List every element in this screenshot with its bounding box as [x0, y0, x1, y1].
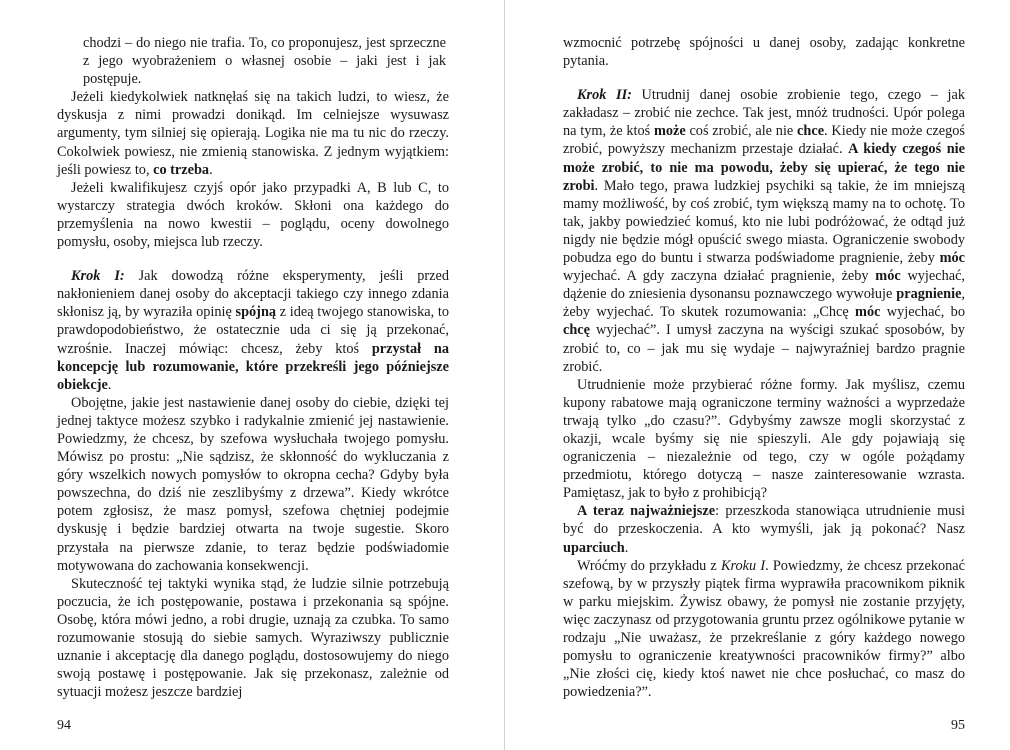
- right-page-text: [563, 34, 965, 701]
- paragraph: Obojętne, jakie jest nastawienie danej osoby do ciebie, dzięki tej jednej taktyce możesz szybko i radykalnie zmienić jej nastawienie. Powiedzmy, że chcesz, by szefowa wysłuchała twojego pomysłu. Mówisz po prostu: „Nie sądzisz, że skłonność do wykluczania z góry wszelkich nowych pomysłów to okropna cecha? Gdyby była powszechna, do dziś nie zeszlibyśmy z drzewa”. Kiedy wkrótce potem zgłosisz, że masz pomysł, szefowa chętniej podejmie dyskusję i będzie bardziej otwarta na twoje sugestie. Skoro przystała na pierwsze zdanie, to teraz będzie podświadomie motywowana do zachowania konsekwencji.: [57, 394, 449, 574]
- paragraph-krok-2: Krok II: Utrudnij danej osobie zrobienie tego, czego – jak zakładasz – zrobić nie zechce. Tak jest, mnóż trudności. Upór polega na tym, że ktoś może coś zrobić, ale nie chce. Kiedy nie może czegoś zrobić, powyższy mechanizm przestaje działać. A kiedy czegoś nie może zrobić, to nie ma powodu, żeby się upierać, że tego nie zrobi. Mało tego, prawa ludzkiej psychiki są takie, że im mniejszą mamy możliwość, by coś zrobić, tym większą mamy na to ochotę. To tak, jakby powiedzieć komuś, kto nie lubi podróżować, że odtąd już nigdy nie będzie mógł opuścić swego miasta. Ograniczenie swobody pobudza ego do buntu i stwarza podświadome pragnienie, żeby móc wyjechać. A gdy zaczyna działać pragnienie, żeby móc wyjechać, dążenie do zniesienia dysonansu poznawczego wywołuje pragnienie, żeby wyjechać. To skutek rozumowania: „Chcę móc wyjechać, bo chcę wyjechać”. I umysł zaczyna na wyścigi szukać sposobów, by zrobić to, co – jak mu się wydaje – najwyraźniej bardzo pragnie zrobić.: [563, 87, 966, 375]
- paragraph: Skuteczność tej taktyki wynika stąd, że ludzie silnie potrzebują poczucia, że ich postępowanie, postawa i przekonania są spójne. Osobę, która mówi jedno, a robi drugie, uznają za czubka. To samo rozumowanie stosują do siebie samych. Wyraziwszy publicznie uznanie i akceptację dla danego poglądu, dostosowujemy do niego swoją postawę i postępowanie. Jak się przekonasz, zależnie od sytuacji możesz jeszcze bardziej: [57, 575, 449, 701]
- paragraph-krok-1: Krok I: Jak dowodzą różne eksperymenty, jeśli przed nakłonieniem danej osoby do akceptacji takiego czy innego zdania skłonisz ją, by wyraziła opinię spójną z ideą twojego stanowiska, to prawdopodobieństwo, że ostatecznie uda ci się ją przekonać, wzrośnie. Inaczej mówiąc: chcesz, żeby ktoś przystał na koncepcję lub rozumowanie, które przekreśli jego późniejsze obiekcje.: [57, 268, 450, 393]
- left-page-text: [57, 34, 449, 701]
- right-page: [505, 0, 1010, 750]
- paragraph: Jeżeli kiedykolwiek natknęłaś się na takich ludzi, to wiesz, że dyskusja z nimi prowadzi donikąd. Im celniejsze wysuwasz argumenty, tym silniej się opierają. Logika nie ma tu nic do rzeczy. Cokolwiek powiesz, nie zmienią stanowiska. Z jednym wyjątkiem: jeśli powiesz to, co trzeba.: [57, 89, 449, 178]
- paragraph-continuation: wzmocnić potrzebę spójności u danej osoby, zadając konkretne pytania.: [563, 35, 965, 70]
- paragraph: Jeżeli kwalifikujesz czyjś opór jako przypadki A, B lub C, to wystarczy strategia dwóch kroków. Skłoni ona każdego do przemyślenia na nowo kwestii – poglądu, oceny dowolnego pomysłu, osoby, miejsca lub rzeczy.: [57, 179, 449, 251]
- page-number: 94: [57, 718, 71, 733]
- paragraph: Wróćmy do przykładu z Kroku I. Powiedzmy, że chcesz przekonać szefową, by w przyszły piątek firma wyprawiła pracownikom piknik w parku miejskim. Żywisz obawy, że pomysł nie zostanie przyjęty, więc zaczynasz od przygotowania gruntu przez ogólnikowe pytanie w rodzaju „Nie uważasz, że przekreślanie z góry każdego nowego pomysłu to ograniczenie kreatywności pracowników firmy?” albo „Nie złości cię, kiedy ktoś nawet nie chce posłuchać, co masz do powiedzenia?”.: [563, 557, 965, 701]
- paragraph: A teraz najważniejsze: przeszkoda stanowiąca utrudnienie musi być do przeskoczenia. A kto wymyśli, jak ją pokonać? Nasz uparciuch.: [563, 503, 965, 556]
- page-number: 95: [951, 718, 965, 733]
- quote-continuation: chodzi – do niego nie trafia. To, co proponujesz, jest sprzeczne z jego wyobrażeniem o własnej osobie – jaki jest i jak postępuje.: [83, 35, 446, 88]
- paragraph: Utrudnienie może przybierać różne formy. Jak myślisz, czemu kupony rabatowe mają ograniczone terminy ważności a wyprzedaże trwają tylko „do czasu?”. Gdybyśmy zawsze mogli skorzystać z okazji, wcale byśmy się nie spieszyli. Ale gdy pojawiają się ograniczenia – niezależnie od tego, czy w ogóle pożądamy przedmiotu, którego dotyczą – nasze zainteresowanie wzrasta. Pamiętasz, jak to było z prohibicją?: [563, 376, 965, 502]
